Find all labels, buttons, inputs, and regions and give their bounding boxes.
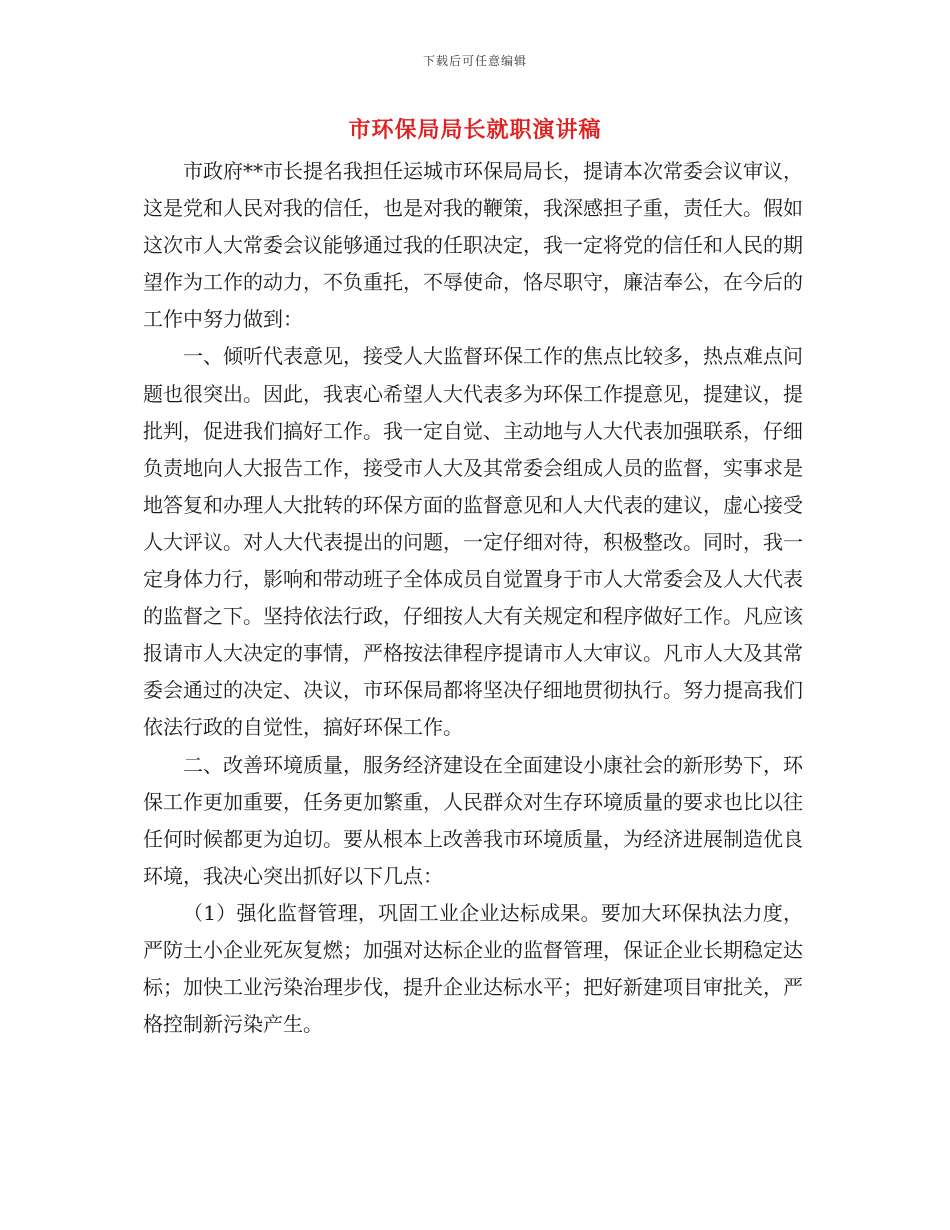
document-title: 市环保局局长就职演讲稿 (348, 117, 602, 143)
paragraph-section-1: 一、倾听代表意见，接受人大监督环保工作的焦点比较多，热点难点问题也很突出。因此，我衷心希望人大代表多为环保工作提意见，提建议，提批判，促进我们搞好工作。我一定自觉、主动地与人大代表加强联系，仔细负责地向人大报告工作，接受市人大及其常委会组成人员的监督，实事求是地答复和办理人大批转的环保方面的监督意见和人大代表的建议，虚心接受人大评议。对人大代表提出的问题，一定仔细对待，积极整改。同时，我一定身体力行，影响和带动班子全体成员自觉置身于市人大常委会及人大代表的监督之下。坚持依法行政，仔细按人大有关规定和程序做好工作。凡应该报请市人大决定的事情，严格按法律程序提请市人大审议。凡市人大及其常委会通过的决定、决议，市环保局都将坚决仔细地贯彻执行。努力提高我们依法行政的自觉性，搞好环保工作。 (143, 344, 803, 740)
paragraph-item-1: （1）强化监督管理，巩固工业企业达标成果。要加大环保执法力度，严防土小企业死灰复燃；加强对达标企业的监督管理，保证企业长期稳定达标；加快工业污染治理步伐，提升企业达标水平；把好新建项目审批关，严格控制新污染产生。 (143, 900, 803, 1037)
paragraph-section-2: 二、改善环境质量，服务经济建设在全面建设小康社会的新形势下，环保工作更加重要，任务更加繁重，人民群众对生存环境质量的要求也比以往任何时候都更为迫切。要从根本上改善我市环境质量，为经济进展制造优良环境，我决心突出抓好以下几点： (143, 752, 803, 888)
paragraph-intro: 市政府**市长提名我担任运城市环保局局长，提请本次常委会议审议，这是党和人民对我的信任，也是对我的鞭策，我深感担子重，责任大。假如这次市人大常委会议能够通过我的任职决定，我一定将党的信任和人民的期望作为工作的动力，不负重托，不辱使命，恪尽职守，廉洁奉公，在今后的工作中努力做到： (143, 159, 803, 332)
document-body (143, 153, 803, 1043)
header-note: 下载后可任意编辑 (422, 54, 527, 68)
